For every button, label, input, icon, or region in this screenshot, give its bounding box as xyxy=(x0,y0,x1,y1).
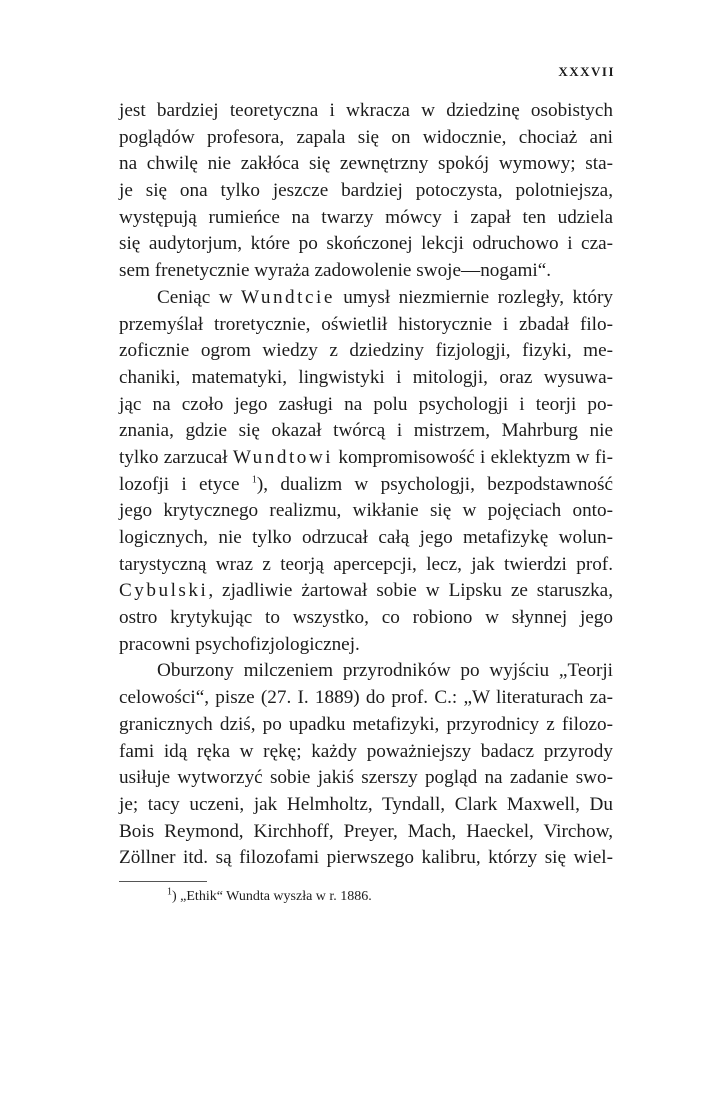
body-text xyxy=(119,98,613,872)
emphasized-name: Cybulski xyxy=(119,580,209,602)
text-line: chaniki, matematyki, lingwistyki i mitologji, oraz wysuwa- xyxy=(119,366,613,388)
text-line: ostro krytykując to wszystko, co robiono w słynnej jego xyxy=(119,607,613,629)
text-line xyxy=(119,285,613,312)
text-line xyxy=(119,445,613,472)
text-line: granicznych dziś, po upadku metafizyki, przyrodnicy z filozo- xyxy=(119,713,613,735)
text-line: poglądów profesora, zapala się on widocznie, chociaż ani xyxy=(119,126,613,148)
text-run: kompromisowość i eklektyzm w fi- xyxy=(333,446,613,468)
emphasized-name: Wundtcie xyxy=(241,286,335,308)
text-run: tylko zarzucał xyxy=(119,446,233,468)
text-run: , zjadliwie żartował sobie w Lipsku ze staruszka, xyxy=(208,580,613,602)
text-line: je; tacy uczeni, jak Helmholtz, Tyndall, Clark Maxwell, Du xyxy=(119,793,613,815)
text-line xyxy=(119,578,613,605)
text-line: Zöllner itd. są filozofami pierwszego kalibru, którzy się wiel- xyxy=(119,847,613,869)
text-line: je się ona tylko jeszcze bardziej potoczysta, polotniejsza, xyxy=(119,180,613,202)
emphasized-name: Wundtowi xyxy=(232,446,334,468)
text-run: ), dualizm w psychologji, bezpodstawność xyxy=(256,473,613,495)
footnote-text: ) „Ethik“ Wundta wyszła w r. 1886. xyxy=(172,889,372,904)
footnote-ref: 1 xyxy=(251,474,257,486)
text-run: Ceniąc w xyxy=(157,286,242,308)
text-line: tarystyczną wraz z teorją apercepcji, lecz, jak twierdzi prof. xyxy=(119,553,613,575)
text-line: znania, gdzie się okazał twórcą i mistrzem, Mahrburg nie xyxy=(119,420,613,442)
text-line: celowości“, pisze (27. I. 1889) do prof. C.: „W literaturach za- xyxy=(119,687,613,709)
text-line: występują rumieńce na twarzy mówcy i zapał ten udziela xyxy=(119,206,613,228)
text-line: jest bardziej teoretyczna i wkracza w dziedzinę osobistych xyxy=(119,100,613,121)
text-line: jąc na czoło jego zasługi na polu psychologji i teorji po- xyxy=(119,393,613,415)
text-line: zoficznie ogrom wiedzy z dziedziny fizjologji, fizyki, me- xyxy=(119,340,613,362)
text-run: lozofji i etyce xyxy=(119,473,252,495)
text-line: Oburzony milczeniem przyrodników po wyjściu „Teorji xyxy=(157,660,613,682)
text-line: na chwilę nie zakłóca się zewnętrzny spokój wymowy; sta- xyxy=(119,153,613,175)
text-run: umysł niezmiernie rozległy, który xyxy=(334,286,613,308)
footnote-marker: 1 xyxy=(167,886,172,898)
page-number: XXXVII xyxy=(558,64,615,79)
footnote-divider xyxy=(119,881,207,882)
text-line: logicznych, nie tylko odrzucał całą jego metafizykę wolun- xyxy=(119,527,613,548)
text-line: pracowni psychofizjologicznej. xyxy=(119,633,360,655)
text-line: się audytorjum, które po skończonej lekcji odruchowo i cza- xyxy=(119,233,613,255)
text-line: przemyślał troretycznie, oświetlił historycznie i zbadał filo- xyxy=(119,313,613,335)
text-line xyxy=(119,472,613,499)
text-line: usiłuje wytworzyć sobie jakiś szerszy pogląd na zadanie swo- xyxy=(119,767,613,789)
text-line: fami idą ręka w rękę; każdy poważniejszy badacz przyrody xyxy=(119,740,613,762)
text-line: jego krytycznego realizmu, wikłanie się w pojęciach onto- xyxy=(119,500,613,522)
footnote xyxy=(167,886,372,905)
text-line: Bois Reymond, Kirchhoff, Preyer, Mach, Haeckel, Virchow, xyxy=(119,820,613,842)
text-line: sem frenetycznie wyraża zadowolenie swoje—nogami“. xyxy=(119,260,552,282)
